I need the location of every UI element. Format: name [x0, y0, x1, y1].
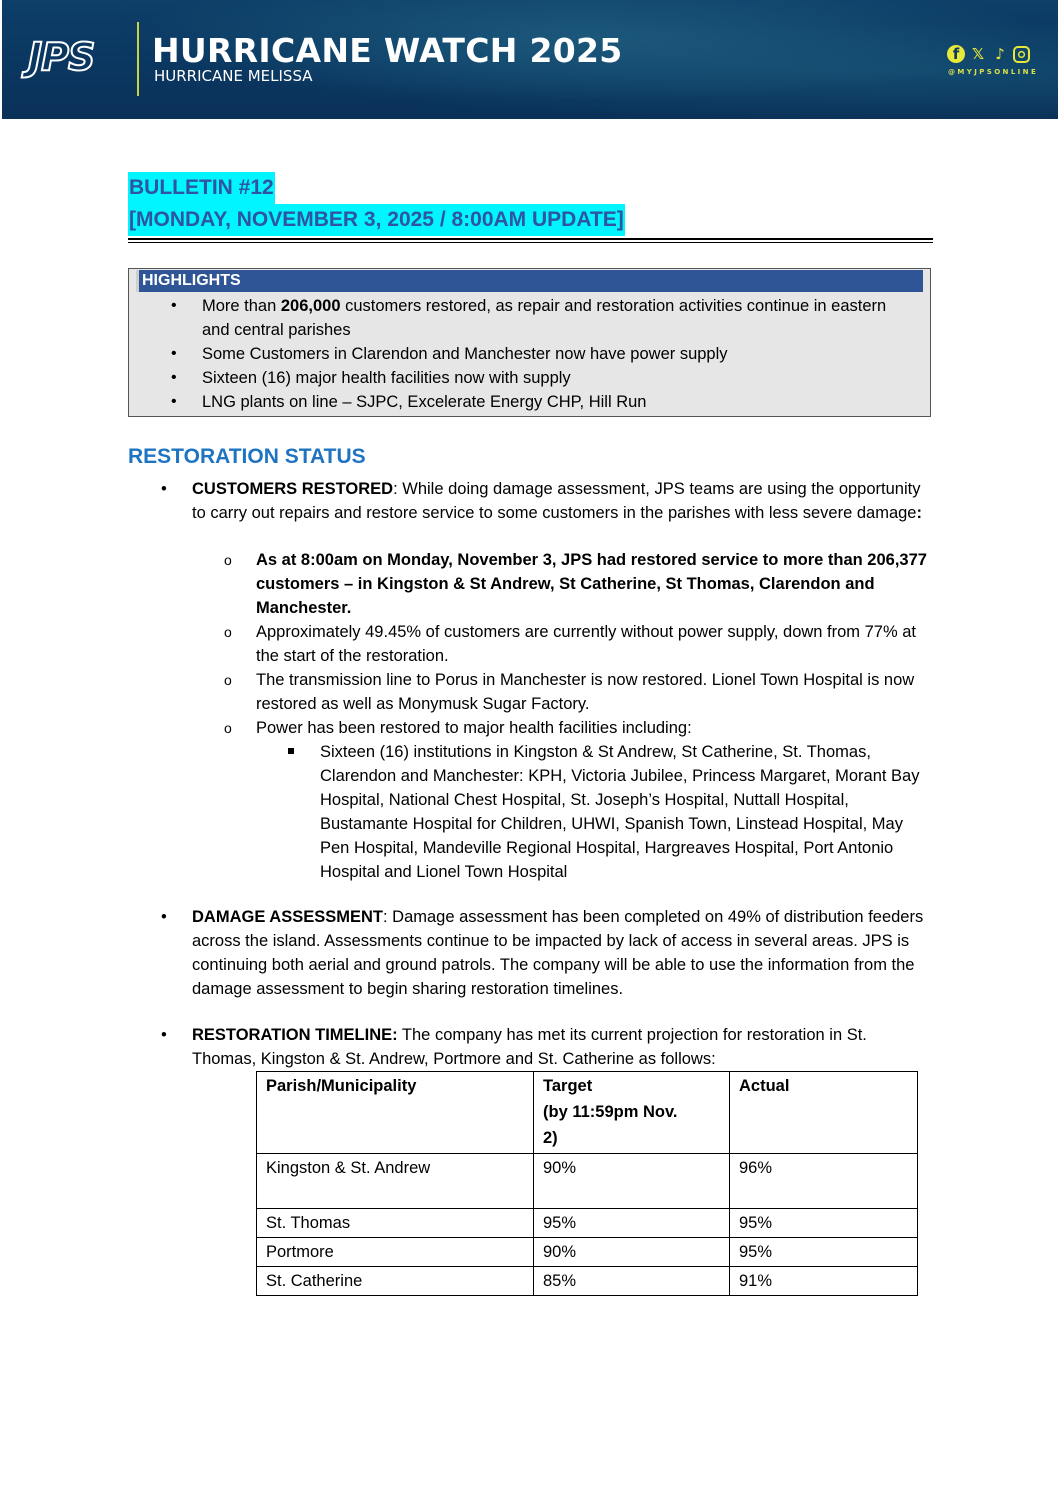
restoration-timeline-paragraph: • RESTORATION TIMELINE: The company has met its current projection for restoration in St. Thomas, Kingston & St. Andrew, Portmore and St. Catherine as follows:	[192, 1023, 932, 1071]
circle-bullet-icon: o	[224, 624, 232, 640]
highlight-item: • LNG plants on line – SJPC, Excelerate Energy CHP, Hill Run	[129, 390, 930, 414]
highlights-list	[129, 294, 930, 414]
bullet-icon: •	[161, 908, 167, 926]
sub-item-restored-count: o As at 8:00am on Monday, November 3, JPS had restored service to more than 206,377 customers – in Kingston & St Andrew, St Catherine, St Thomas, Clarendon and Manchester.	[256, 548, 936, 620]
x-icon[interactable]: 𝕏	[971, 45, 985, 63]
damage-assessment-paragraph: • DAMAGE ASSESSMENT: Damage assessment has been completed on 49% of distribution feeders across the island. Assessments continue to be impacted by lack of access in several areas. JPS is continuing both aerial and ground patrols. The company will be able to use the information from the damage assessment to begin sharing restoration timelines.	[192, 905, 932, 1001]
cell-parish: Kingston & St. Andrew	[257, 1154, 534, 1209]
jps-logo: JPS	[28, 35, 95, 79]
highlight-item: • More than 206,000 customers restored, as repair and restoration activities continue in eastern and central parishes	[129, 294, 930, 342]
sub-item-without-power: o Approximately 49.45% of customers are currently without power supply, down from 77% at the start of the restoration.	[256, 620, 936, 668]
bulletin-number: BULLETIN #12	[128, 172, 275, 204]
cell-target: 95%	[534, 1209, 730, 1238]
bullet-icon: •	[161, 480, 167, 498]
bulletin-date: [MONDAY, NOVEMBER 3, 2025 / 8:00AM UPDATE]	[128, 204, 625, 236]
facebook-icon[interactable]: f	[947, 45, 965, 63]
cell-actual: 96%	[730, 1154, 918, 1209]
circle-bullet-icon: o	[224, 672, 232, 688]
table-row	[257, 1154, 918, 1209]
bullet-icon: •	[161, 1026, 167, 1044]
cell-target: 85%	[534, 1267, 730, 1296]
table-row	[257, 1238, 918, 1267]
instagram-icon[interactable]	[1013, 46, 1030, 63]
circle-bullet-icon: o	[224, 552, 232, 568]
highlight-item: • Sixteen (16) major health facilities now with supply	[129, 366, 930, 390]
column-header-parish: Parish/Municipality	[257, 1072, 534, 1154]
social-handle: @MYJPSONLINE	[948, 68, 1039, 76]
tiktok-icon[interactable]: ♪	[995, 45, 1005, 63]
table-header-row	[257, 1072, 918, 1154]
cell-actual: 95%	[730, 1209, 918, 1238]
highlight-item: • Some Customers in Clarendon and Manchester now have power supply	[129, 342, 930, 366]
banner-divider	[137, 22, 139, 96]
cell-parish: Portmore	[257, 1238, 534, 1267]
highlights-box	[128, 268, 931, 417]
bulletin-heading	[128, 172, 625, 236]
column-header-target: Target (by 11:59pm Nov. 2)	[534, 1072, 730, 1154]
restoration-timeline-table	[256, 1071, 918, 1296]
column-header-actual: Actual	[730, 1072, 918, 1154]
header-banner	[2, 0, 1058, 119]
highlights-heading: HIGHLIGHTS	[136, 270, 923, 292]
sub-item-transmission-line: o The transmission line to Porus in Manchester is now restored. Lionel Town Hospital is now restored as well as Monymusk Sugar Factory.	[256, 668, 936, 716]
sub-item-health-facilities: o Power has been restored to major health facilities including:	[256, 716, 936, 740]
table-row	[257, 1267, 918, 1296]
cell-target: 90%	[534, 1238, 730, 1267]
cell-parish: St. Catherine	[257, 1267, 534, 1296]
table-row	[257, 1209, 918, 1238]
health-facilities-list: Sixteen (16) institutions in Kingston & St Andrew, St Catherine, St. Thomas, Clarendon and Manchester: KPH, Victoria Jubilee, Princess Margaret, Morant Bay Hospital, National Chest Hospital, St. Joseph’s Hospital, Nuttall Hospital, Bustamante Hospital for Children, UHWI, Spanish Town, Linstead Hospital, May Pen Hospital, Mandeville Regional Hospital, Hargreaves Hospital, Port Antonio Hospital and Lionel Town Hospital	[320, 740, 920, 884]
cell-actual: 95%	[730, 1238, 918, 1267]
customers-restored-paragraph: • CUSTOMERS RESTORED: While doing damage assessment, JPS teams are using the opportunity to carry out repairs and restore service to some customers in the parishes with less severe damage:	[192, 477, 932, 525]
cell-target: 90%	[534, 1154, 730, 1209]
cell-parish: St. Thomas	[257, 1209, 534, 1238]
circle-bullet-icon: o	[224, 720, 232, 736]
double-rule-divider	[128, 238, 933, 243]
cell-actual: 91%	[730, 1267, 918, 1296]
banner-title: HURRICANE WATCH 2025	[152, 31, 623, 70]
section-title-restoration-status: RESTORATION STATUS	[128, 445, 366, 468]
square-bullet-icon	[288, 748, 294, 754]
social-links	[947, 45, 1030, 63]
banner-subtitle: HURRICANE MELISSA	[154, 67, 313, 85]
